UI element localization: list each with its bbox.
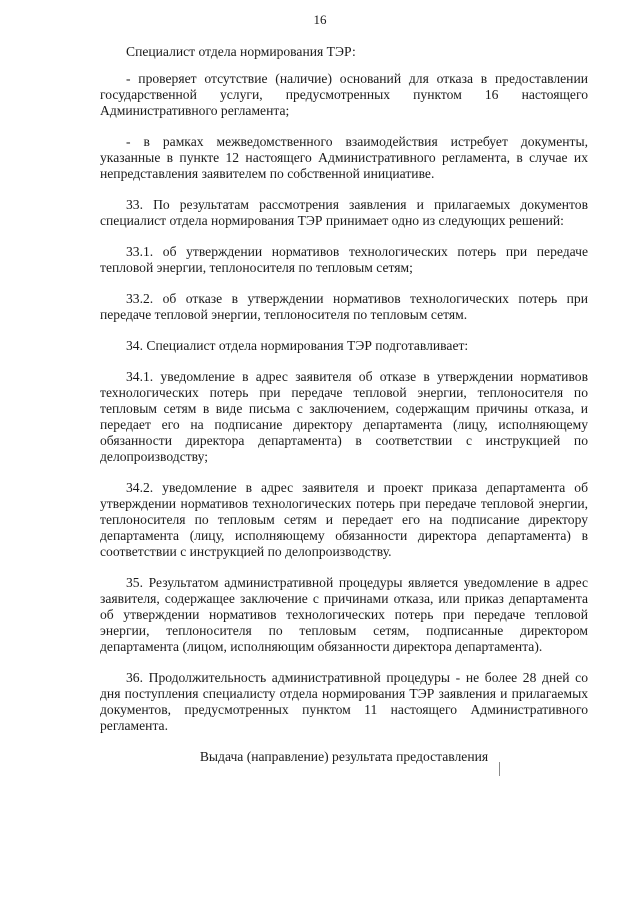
paragraph-interagency-request: - в рамках межведомственного взаимодействия истребует документы, указанные в пункте 12 настоящего Административного регламента, в случае их непредставления заявителем по собственной инициативе.	[100, 134, 588, 181]
paragraph-specialist-intro: Специалист отдела нормирования ТЭР:	[126, 44, 356, 59]
paragraph-check-grounds: - проверяет отсутствие (наличие) оснований для отказа в предоставлении государственной услуги, предусмотренных пунктом 16 настоящего Административного регламента;	[100, 71, 588, 118]
paragraph-33: 33. По результатам рассмотрения заявления и прилагаемых документов специалист отдела нормирования ТЭР принимает одно из следующих решений:	[100, 197, 588, 228]
paragraph-34-1: 34.1. уведомление в адрес заявителя об отказе в утверждении нормативов технологических потерь при передаче тепловой энергии, теплоносителя по тепловым сетям в виде письма с заключением, содержащим причины отказа, и передает его на подписание директору департамента (лицу, исполняющему обязанности директора департамента) в соответствии с инструкцией по делопроизводству;	[100, 369, 588, 464]
paragraph-34-2: 34.2. уведомление в адрес заявителя и проект приказа департамента об утверждении нормативов технологических потерь при передаче тепловой энергии, теплоносителя по тепловым сетям и передает его на подписание директору департамента (лицу, исполняющему обязанности директора департамента) в соответствии с инструкцией по делопроизводству.	[100, 480, 588, 559]
paragraph-33-2: 33.2. об отказе в утверждении нормативов технологических потерь при передаче тепловой энергии, теплоносителя по тепловым сетям.	[100, 291, 588, 322]
paragraph-35: 35. Результатом административной процедуры является уведомление в адрес заявителя, содержащее заключение с причинами отказа, или приказ департамента об утверждении нормативов технологических потерь при передаче тепловой энергии, теплоносителя по тепловым сетям, подписанные директором департамента (лицом, исполняющим обязанности директора департамента).	[100, 575, 588, 654]
page-number: 16	[313, 12, 327, 27]
scan-mark	[499, 762, 500, 776]
paragraph-33-1: 33.1. об утверждении нормативов технологических потерь при передаче тепловой энергии, теплоносителя по тепловым сетям;	[100, 244, 588, 275]
section-heading: Выдача (направление) результата предоставления	[199, 749, 489, 764]
document-body	[100, 44, 588, 765]
paragraph-36: 36. Продолжительность административной процедуры - не более 28 дней со дня поступления специалисту отдела нормирования ТЭР заявления и прилагаемых документов, предусмотренных пунктом 11 настоящего Административного регламента.	[100, 670, 588, 733]
paragraph-34: 34. Специалист отдела нормирования ТЭР подготавливает:	[126, 338, 469, 353]
